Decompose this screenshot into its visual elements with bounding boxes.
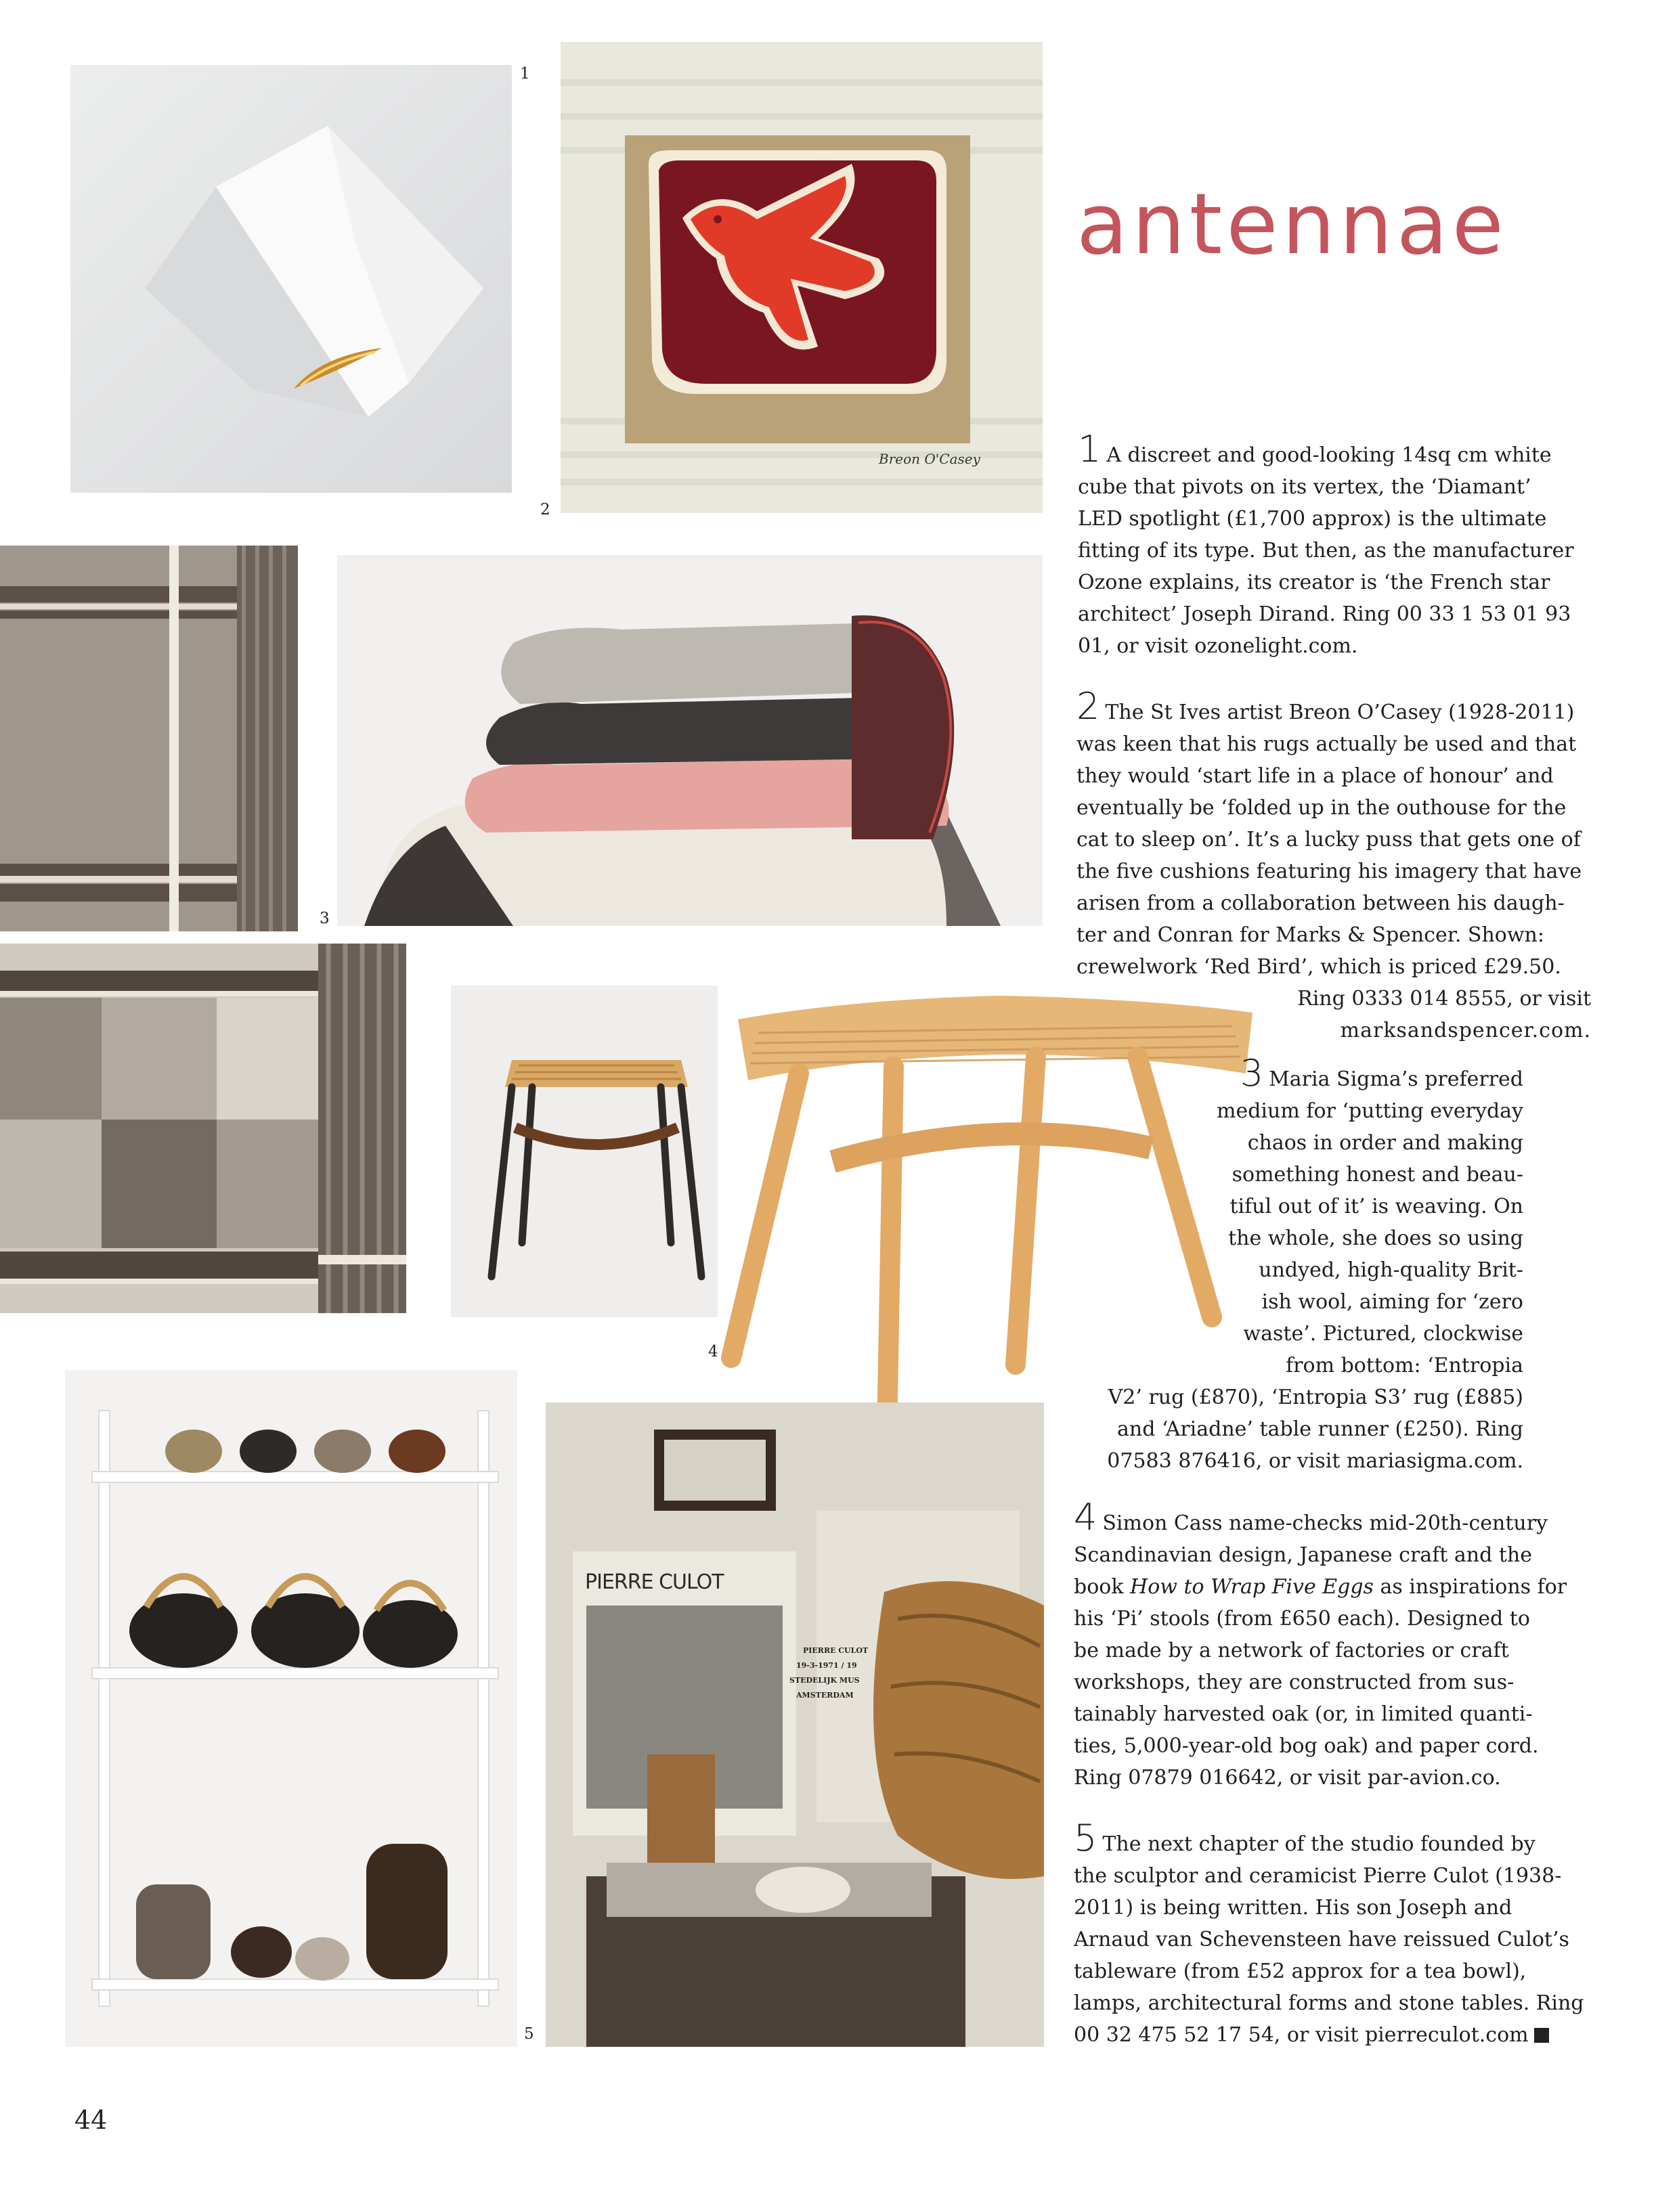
image-number-2: 2 <box>540 501 550 518</box>
photo-pi-stool-dark <box>451 986 738 1317</box>
page-number: 44 <box>74 2105 108 2135</box>
photo-ariadne-runner <box>0 546 298 931</box>
image-number-4: 4 <box>708 1343 718 1361</box>
photo-red-bird-cushion <box>561 42 1043 513</box>
paragraph-4-number: 4 <box>1074 1496 1097 1539</box>
paragraph-5: 5 The next chapter of the studio founded by the sculptor and ceramicist Pierre Culot (1938- 2011) is being written. His son Joseph and Arnaud van Schevensteen have reissued Culot’s tableware (from £52 approx for a tea bowl), lamps, architectural forms and stone tables. Ring 00 32 475 52 17 54, or visit pierreculot.com <box>1074 1817 1584 2047</box>
paragraph-2: 2 The St Ives artist Breon O’Casey (1928-2011) was keen that his rugs actually be used and that they would ‘start life in a place of honour’ and eventually be ‘folded up in the outhouse for the cat to sleep on’. It’s a lucky puss that gets one of the five cushions featuring his imagery that have arisen from a collaboration between his daugh- ter and Conran for Marks & Spencer. Shown: crewelwork ‘Red Bird’, which is priced £29.50. Ring 0333 014 8555, or visit marksandspencer.com. <box>1076 685 1591 1042</box>
image-number-5: 5 <box>524 2025 534 2043</box>
image-number-3: 3 <box>320 910 330 927</box>
photo-diamant-spotlight <box>70 65 512 493</box>
poster-line-4: AMSTERDAM <box>796 1691 854 1700</box>
paragraph-2-number: 2 <box>1076 685 1100 728</box>
poster-line-1: PIERRE CULOT <box>803 1646 869 1655</box>
poster-title: PIERRE CULOT <box>585 1570 724 1594</box>
cushion-illustration <box>561 42 1043 513</box>
paragraph-1: 1 A discreet and good-looking 14sq cm white cube that pivots on its vertex, the ‘Diamant’ LED spotlight (£1,700 approx) is the ultimate fitting of its type. But then, as the manufacturer Ozone explains, its creator is ‘the French star architect’ Joseph Dirand. Ring 00 33 1 53 01 93 01, or visit ozonelight.com. <box>1078 428 1574 658</box>
paragraph-3-number: 3 <box>1240 1052 1264 1094</box>
photo-folded-rugs <box>337 555 1043 926</box>
masthead-title: antennae <box>1076 176 1508 273</box>
paragraph-3: 3 Maria Sigma’s preferred medium for ‘putting everyday chaos in order and making something honest and beau- tiful out of it’ is weaving. On the whole, she does so using undyed, high-quality Brit- ish wool, aiming for ‘zero waste’. Pictured, clockwise from bottom: ‘Entropia V2’ rug (£870), ‘Entropia S3’ rug (£885) and ‘Ariadne’ table runner (£250). Ring 07583 876416, or visit mariasigma.com. <box>1107 1052 1523 1473</box>
paragraph-1-number: 1 <box>1078 428 1102 470</box>
end-mark-icon <box>1534 2028 1549 2043</box>
book-title: How to Wrap Five Eggs <box>1130 1575 1374 1599</box>
image-number-1: 1 <box>520 65 530 83</box>
photo-culot-studio <box>546 1402 1044 2047</box>
photo-culot-shelf-ceramics <box>65 1370 517 2047</box>
cube-light-illustration <box>70 65 512 493</box>
paragraph-4: 4 Simon Cass name-checks mid-20th-century Scandinavian design, Japanese craft and the book How to Wrap Five Eggs as inspirations for his ‘Pi’ stools (from £650 each). Designed to be made by a network of factories or craft workshops, they are constructed from sus- tainably harvested oak (or, in limited quanti- ties, 5,000-year-old bog oak) and paper cord. Ring 07879 016642, or visit par-avion.co. <box>1074 1496 1567 1790</box>
poster-line-3: STEDELIJK MUS <box>789 1676 860 1685</box>
cushion-signature: Breon O'Casey <box>879 451 980 467</box>
paragraph-5-number: 5 <box>1074 1817 1097 1859</box>
poster-line-2: 19-3-1971 / 19 <box>796 1661 857 1670</box>
photo-entropia-rug <box>0 944 406 1313</box>
